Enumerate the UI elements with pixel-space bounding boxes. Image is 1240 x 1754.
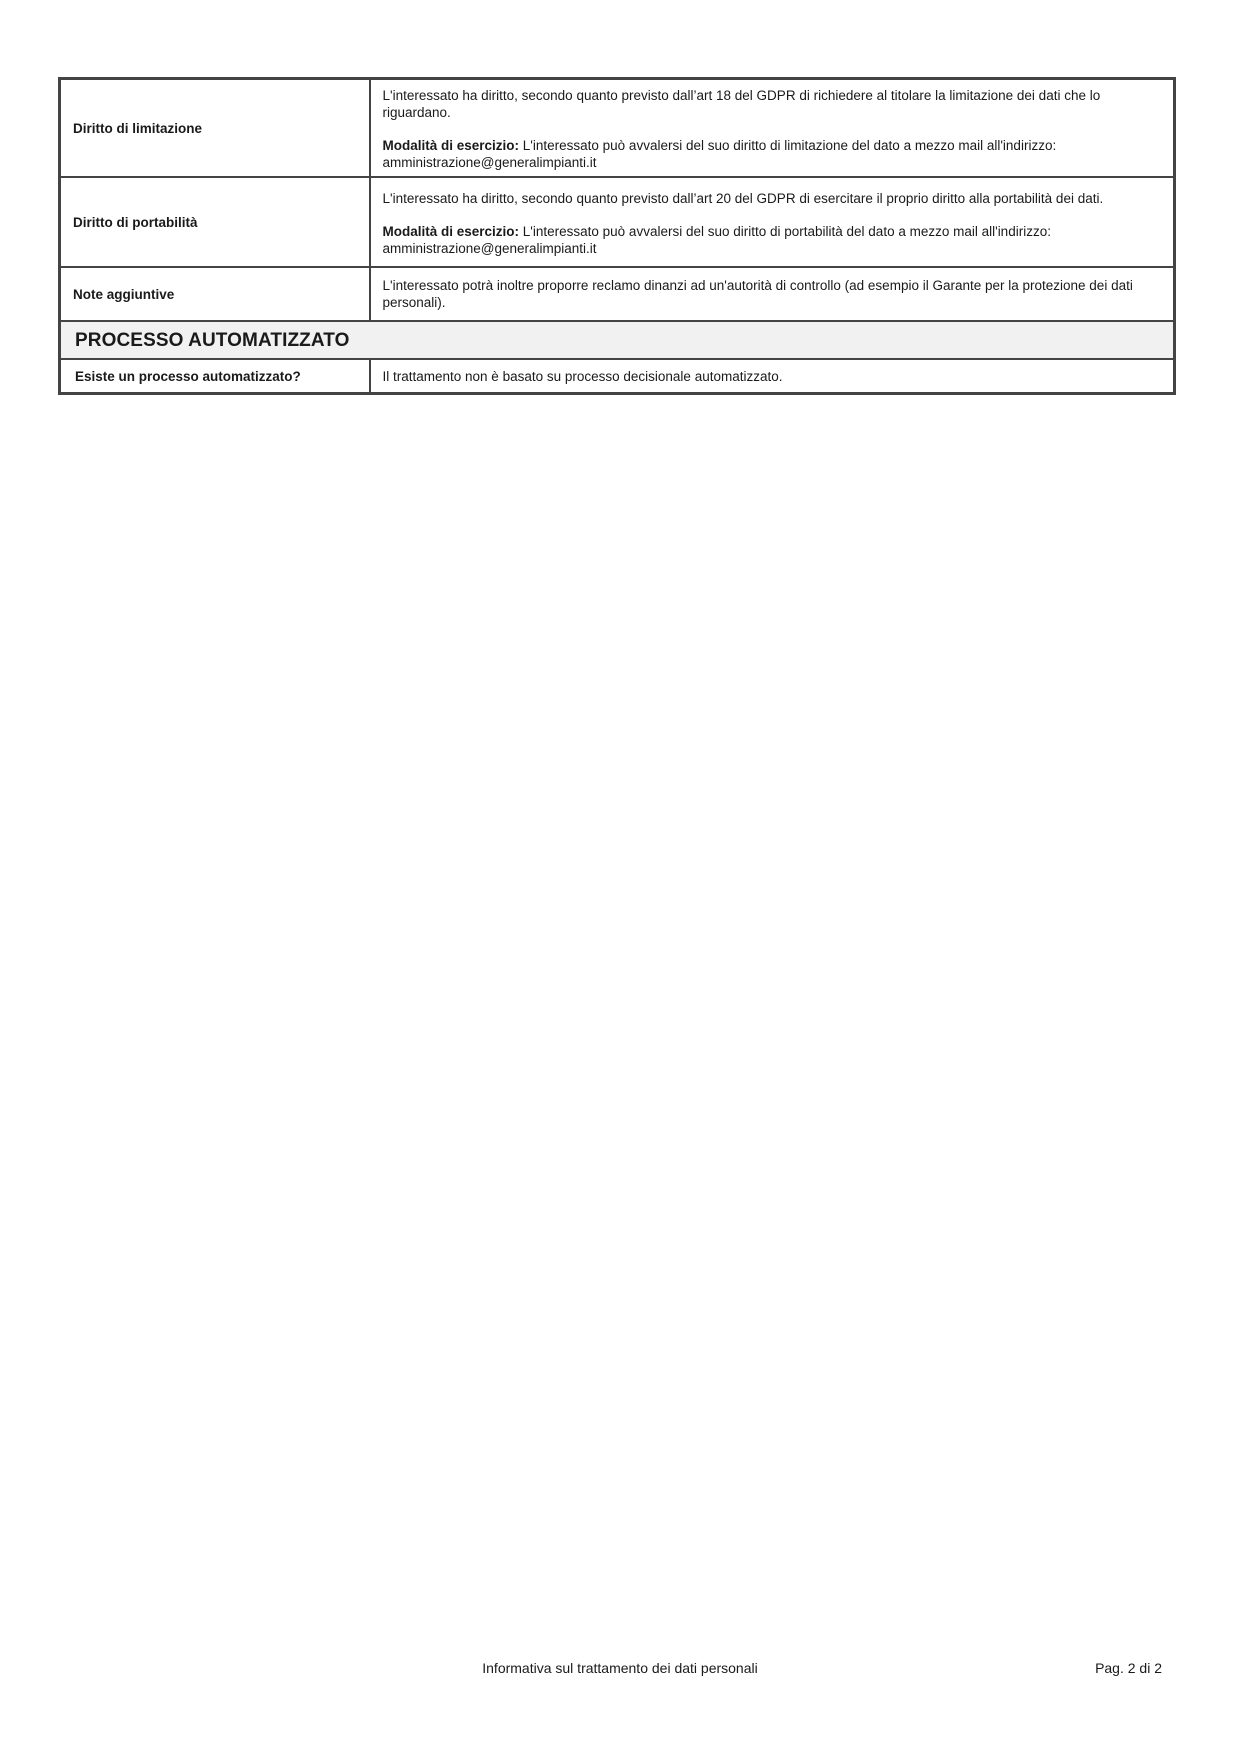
portabilita-description: L'interessato ha diritto, secondo quanto previsto dall’art 20 del GDPR di esercitare il proprio diritto alla portabilità dei dati. [382, 190, 1104, 206]
page-number: Pag. 2 di 2 [1095, 1660, 1162, 1676]
limitazione-mode [383, 137, 1162, 171]
portabilita-mode [383, 223, 1162, 257]
privacy-rights-table [58, 77, 1176, 395]
table-row-portabilita [60, 177, 1175, 267]
row-label-note: Note aggiuntive [60, 267, 370, 321]
portabilita-mode-label: Modalità di esercizio: [382, 223, 520, 239]
section-header-row [60, 321, 1175, 359]
row-content-processo: Il trattamento non è basato su processo decisionale automatizzato. [370, 359, 1175, 394]
portabilita-mode-text: L'interessato può avvalersi del suo diritto di portabilità del dato a mezzo mail all'indirizzo: amministrazione@generalimpianti.it [382, 223, 1051, 256]
row-label-portabilita: Diritto di portabilità [60, 177, 370, 267]
section-title: PROCESSO AUTOMATIZZATO [60, 321, 1175, 359]
footer-title: Informativa sul trattamento dei dati personali [482, 1660, 758, 1676]
row-content-note [370, 267, 1175, 321]
row-content-limitazione [370, 79, 1175, 178]
row-label-processo: Esiste un processo automatizzato? [60, 359, 370, 394]
limitazione-mode-label: Modalità di esercizio: [382, 138, 520, 153]
table-row-limitazione [60, 79, 1175, 178]
table-row-processo [60, 359, 1175, 394]
row-label-limitazione: Diritto di limitazione [60, 79, 370, 178]
table-row-note [60, 267, 1175, 321]
limitazione-description: L'interessato ha diritto, secondo quanto previsto dall’art 18 del GDPR di richiedere al titolare la limitazione dei dati che lo riguardano. [382, 88, 1101, 120]
note-description: L'interessato potrà inoltre proporre reclamo dinanzi ad un'autorità di controllo (ad esempio il Garante per la protezione dei dati personali). [382, 278, 1133, 310]
row-content-portabilita [370, 177, 1175, 267]
limitazione-mode-text: L'interessato può avvalersi del suo diritto di limitazione del dato a mezzo mail all'indirizzo: amministrazione@generalimpianti.it [382, 138, 1057, 170]
